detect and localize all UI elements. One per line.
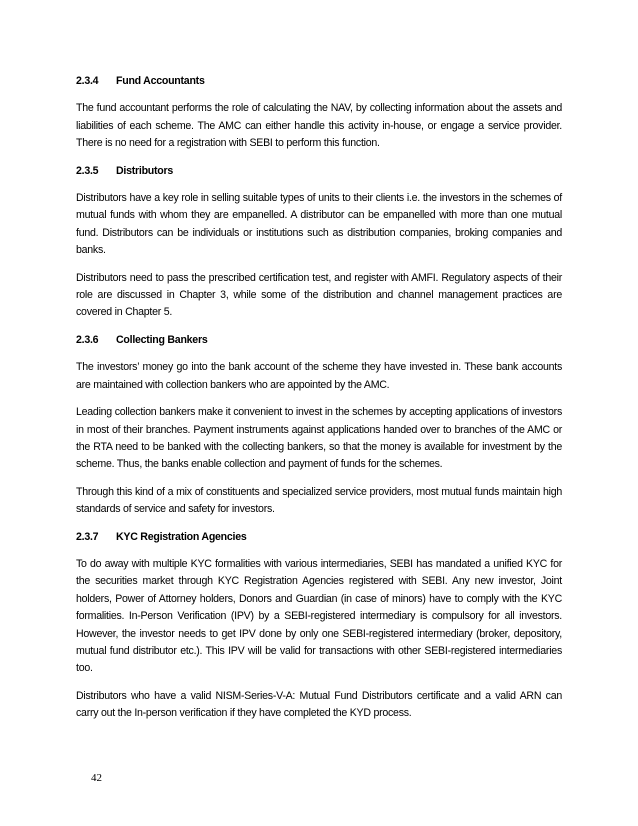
paragraph: The investors’ money go into the bank account of the scheme they have invested in. These bank accounts are maintained with collection bankers who are appointed by the AMC. (76, 361, 562, 391)
section-distributors (76, 163, 562, 322)
section-heading (76, 73, 562, 90)
paragraph: Distributors need to pass the prescribed certification test, and register with AMFI. Regulatory aspects of their role are discussed in Chapter 3, while some of the distribution and channel management practices are covered in Chapter 5. (76, 271, 562, 319)
paragraph: Distributors have a key role in selling suitable types of units to their clients i.e. the investors in the schemes of mutual funds with whom they are empanelled. A distributor can be empanelled with more than one mutual fund. Distributors can be individuals or institutions such as distribution companies, broking companies and banks. (76, 192, 562, 257)
paragraph: The fund accountant performs the role of calculating the NAV, by collecting information about the assets and liabilities of each scheme. The AMC can either handle this activity in-house, or engage a service provider. There is no need for a registration with SEBI to perform this function. (76, 102, 562, 150)
section-collecting-bankers (76, 332, 562, 519)
paragraph: Through this kind of a mix of constituents and specialized service providers, most mutual funds maintain high standards of service and safety for investors. (76, 485, 562, 516)
section-kyc-registration-agencies (76, 529, 562, 723)
section-heading (76, 163, 562, 180)
paragraph: To do away with multiple KYC formalities with various intermediaries, SEBI has mandated a unified KYC for the securities market through KYC Registration Agencies registered with SEBI. Any new investor, Joint holders, Power of Attorney holders, Donors and Guardian (in case of minors) have to comply with the KYC formalities. In-Person Verification (IPV) by a SEBI-registered intermediary is compulsory for all investors. However, the investor needs to get IPV done by only one SEBI-registered intermediary (broker, depository, mutual fund distributor etc.). This IPV will be valid for transactions with other SEBI-registered intermediaries too. (76, 557, 562, 675)
section-title: KYC Registration Agencies (116, 530, 247, 543)
section-number: 2.3.7 (76, 530, 99, 543)
paragraph: Leading collection bankers make it convenient to invest in the schemes by accepting applications of investors in most of their branches. Payment instruments against applications handed over to branches of the AMC or the RTA need to be banked with the collecting bankers, so that the money is available for investment by the scheme. Thus, the banks enable collection and payment of funds for the schemes. (76, 406, 562, 471)
section-number: 2.3.5 (76, 164, 99, 177)
section-heading (76, 332, 562, 349)
page-content (76, 73, 562, 733)
section-title: Fund Accountants (116, 75, 205, 87)
section-fund-accountants (76, 73, 562, 153)
page-number: 42 (91, 772, 102, 784)
section-heading (76, 529, 562, 546)
section-number: 2.3.4 (76, 75, 99, 87)
section-title: Collecting Bankers (116, 333, 208, 346)
section-title: Distributors (116, 164, 174, 177)
section-number: 2.3.6 (76, 333, 99, 346)
paragraph: Distributors who have a valid NISM-Series-V-A: Mutual Fund Distributors certificate and a valid ARN can carry out the In-person verification if they have completed the KYD process. (76, 689, 562, 720)
